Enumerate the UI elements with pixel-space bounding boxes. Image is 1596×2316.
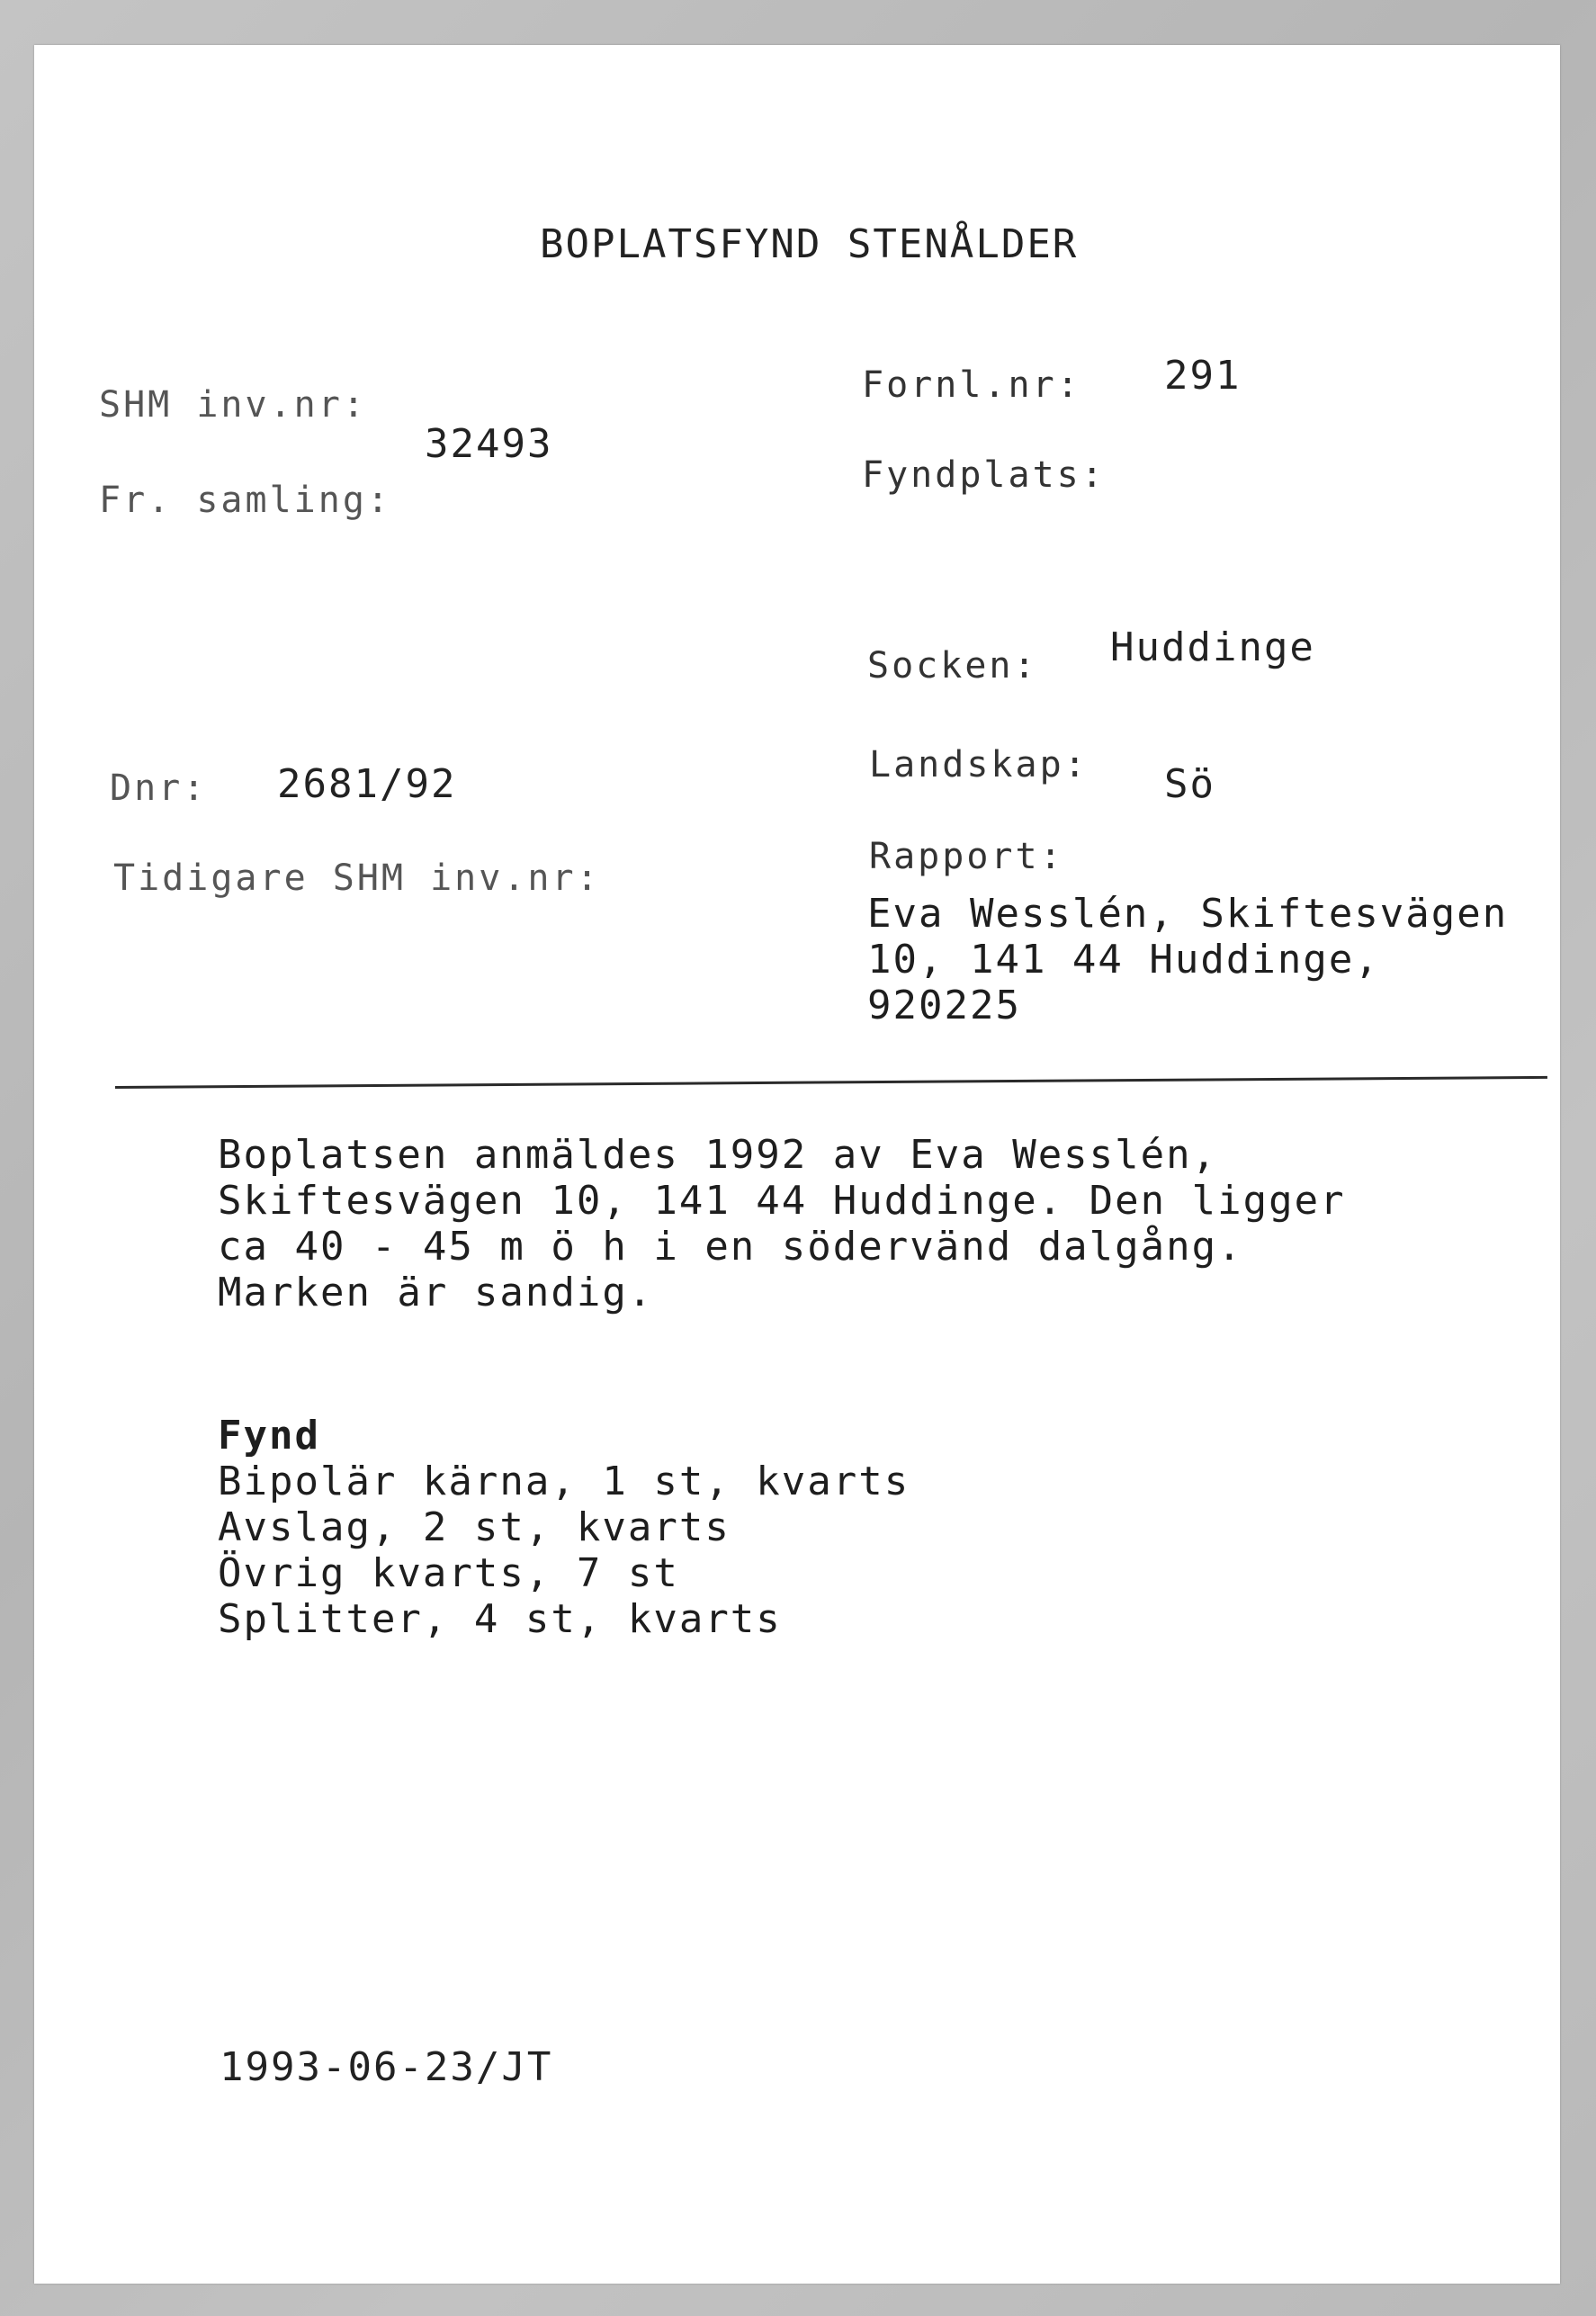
finds-heading: Fynd bbox=[218, 1413, 320, 1459]
find-item: Övrig kvarts, 7 st bbox=[218, 1550, 679, 1596]
description-line: ca 40 - 45 m ö h i en södervänd dalgång. bbox=[218, 1224, 1243, 1270]
rapport-line: Eva Wesslén, Skiftesvägen bbox=[867, 891, 1509, 937]
finds-section bbox=[218, 1413, 910, 1642]
card-title: BOPLATSFYND STENÅLDER bbox=[540, 221, 1079, 267]
socken-value: Huddinge bbox=[1110, 624, 1315, 670]
find-item: Splitter, 4 st, kvarts bbox=[218, 1596, 782, 1642]
find-item: Bipolär kärna, 1 st, kvarts bbox=[218, 1459, 910, 1504]
rapport-label: Rapport: bbox=[869, 836, 1064, 877]
socken-label: Socken: bbox=[867, 645, 1038, 687]
dnr-label: Dnr: bbox=[110, 768, 208, 809]
landskap-value: Sö bbox=[1164, 761, 1215, 807]
fornl-label: Fornl.nr: bbox=[862, 364, 1081, 406]
divider-line bbox=[115, 1076, 1547, 1089]
rapport-text bbox=[867, 891, 1508, 1028]
index-card bbox=[34, 45, 1560, 2284]
dnr-value: 2681/92 bbox=[277, 761, 457, 807]
fr-samling-label: Fr. samling: bbox=[99, 480, 391, 521]
shm-inv-label: SHM inv.nr: bbox=[99, 384, 367, 426]
rapport-line: 920225 bbox=[867, 983, 1021, 1028]
description-line: Skiftesvägen 10, 141 44 Huddinge. Den ligger bbox=[218, 1178, 1346, 1224]
description-line: Boplatsen anmäldes 1992 av Eva Wesslén, bbox=[218, 1132, 1218, 1178]
find-item: Avslag, 2 st, kvarts bbox=[218, 1504, 731, 1550]
fyndplats-label: Fyndplats: bbox=[862, 454, 1106, 496]
description-line: Marken är sandig. bbox=[218, 1270, 654, 1315]
fornl-value: 291 bbox=[1164, 353, 1242, 399]
tidigare-shm-label: Tidigare SHM inv.nr: bbox=[113, 857, 601, 899]
description-paragraph bbox=[218, 1132, 1346, 1315]
shm-inv-value: 32493 bbox=[425, 421, 553, 467]
landskap-label: Landskap: bbox=[869, 744, 1089, 785]
rapport-line: 10, 141 44 Huddinge, bbox=[867, 937, 1380, 983]
date-signature: 1993-06-23/JT bbox=[220, 2044, 553, 2090]
